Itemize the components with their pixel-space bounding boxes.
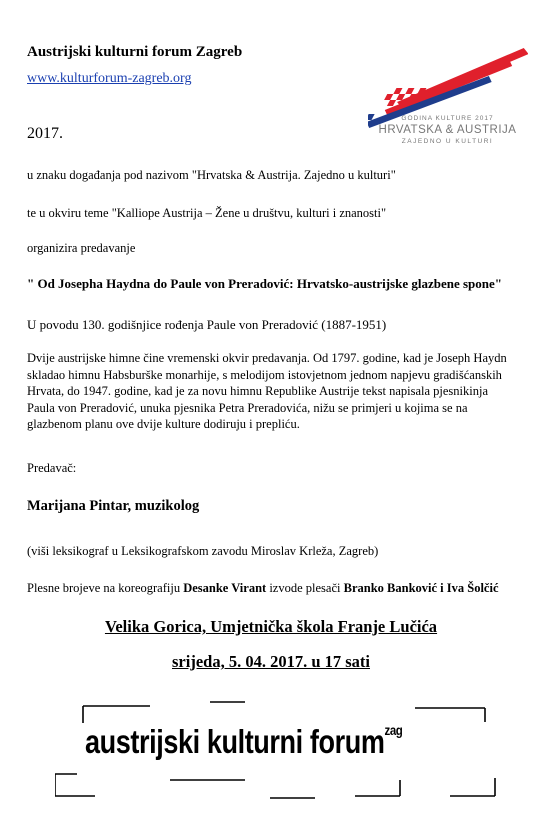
- event-datetime: srijeda, 5. 04. 2017. u 17 sati: [172, 652, 370, 671]
- dance-prefix: Plesne brojeve na koreografiju: [27, 581, 184, 595]
- dance-mid: izvode plesači: [266, 581, 344, 595]
- dancer-names: Branko Banković i Iva Šolčić: [343, 581, 499, 595]
- footer-logo-text: austrijski kulturni forum: [85, 723, 385, 760]
- intro-line-2: te u okviru teme "Kalliope Austrija – Žene u društvu, kulturi i znanosti": [27, 206, 387, 220]
- year-label: 2017.: [27, 125, 63, 142]
- lecturer-label: Predavač:: [27, 461, 77, 475]
- lecture-description: Dvije austrijske himne čine vremenski okvir predavanja. Od 1797. godine, kad je Joseph Haydn skladao himnu Habsburške monarhije, s melodijom istovjetnom jednom napjevu gradišćanskih Hrvata, do 1947. godine, kad je za novu himnu Republike Austrije tekst napisala pjesnikinja Paula von Preradović, unuka pjesnika Petra Preradovića, nižu se primjeri u kojima se na glazbenom planu ove dvije kulture dodiruju i prepliću.: [27, 351, 507, 431]
- footer-logo-superscript: zag: [384, 722, 403, 738]
- lecturer-name: Marijana Pintar, muzikolog: [27, 498, 200, 514]
- logo-tagline-bottom: ZAJEDNO U KULTURI: [401, 138, 494, 145]
- logo-tagline-top: GODINA KULTURE 2017: [401, 115, 494, 122]
- intro-line-3: organizira predavanje: [27, 241, 136, 255]
- lecture-title: " Od Josepha Haydna do Paule von Preradović: Hrvatsko-austrijske glazbene spone": [27, 276, 502, 291]
- dance-credits: [27, 580, 499, 596]
- choreographer-name: Desanke Virant: [183, 581, 267, 595]
- intro-line-1: u znaku događanja pod nazivom "Hrvatska & Austrija. Zajedno u kulturi": [27, 168, 396, 182]
- logo-title: HRVATSKA & AUSTRIJA: [378, 124, 517, 136]
- kulturforum-logo: [85, 722, 402, 761]
- lecturer-role: (viši leksikograf u Leksikografskom zavodu Miroslav Krleža, Zagreb): [27, 544, 379, 558]
- website-link[interactable]: www.kulturforum-zagreb.org: [27, 71, 192, 86]
- occasion-text: U povodu 130. godišnjice rođenja Paule von Preradović (1887-1951): [27, 317, 387, 332]
- organization-name: Austrijski kulturni forum Zagreb: [27, 44, 243, 60]
- event-venue: Velika Gorica, Umjetnička škola Franje Lučića: [104, 617, 438, 636]
